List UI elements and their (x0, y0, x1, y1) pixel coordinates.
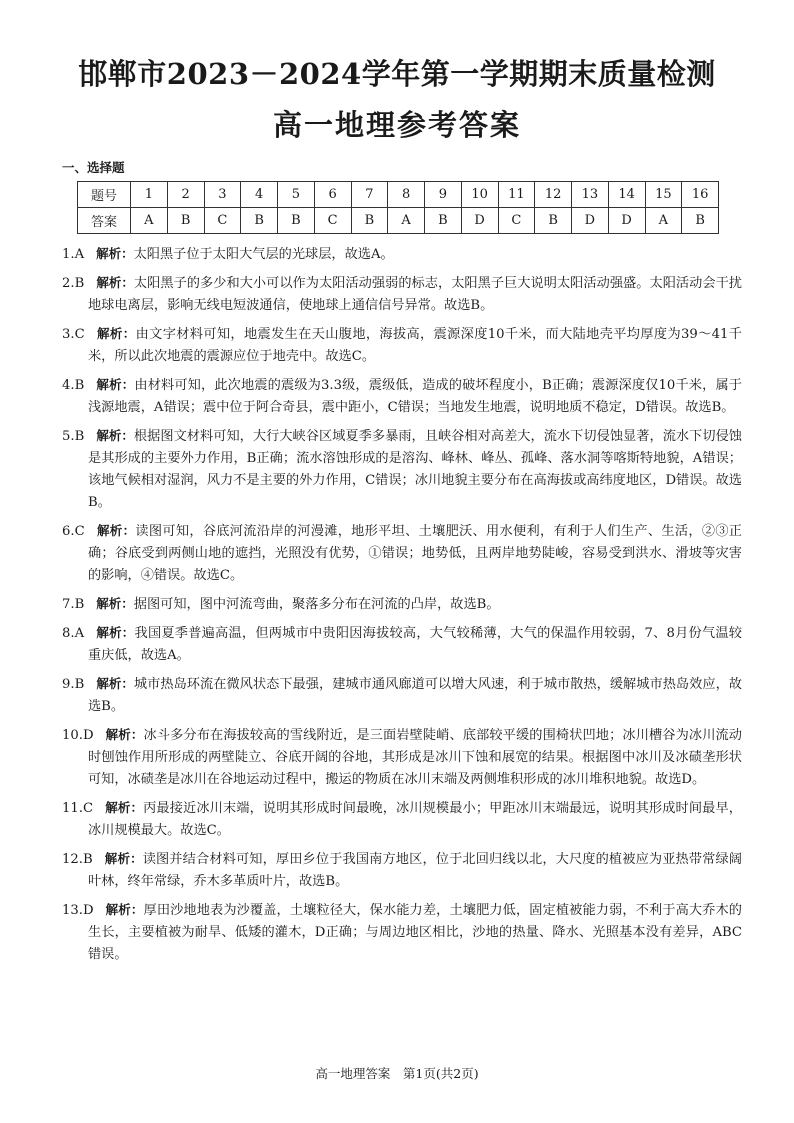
analysis-label: 解析： (96, 596, 134, 611)
answer-cell: A (645, 208, 682, 234)
analysis-label: 解析： (104, 851, 143, 866)
analysis-item (62, 374, 742, 419)
page-title: 邯郸市2023－2024学年第一学期期末质量检测 (78, 57, 716, 91)
analysis-list (62, 243, 742, 972)
answer-cell: D (572, 208, 609, 234)
answer-cell: B (682, 208, 719, 234)
item-number: 2.B (62, 276, 85, 291)
analysis-item (62, 425, 742, 514)
question-number-cell: 14 (608, 182, 645, 208)
question-number-cell: 16 (682, 182, 719, 208)
analysis-label: 解析： (96, 676, 134, 691)
question-number-cell: 12 (535, 182, 572, 208)
analysis-label: 解析： (105, 902, 144, 917)
item-number: 1.A (62, 247, 85, 262)
page-footer: 高一地理答案 第1页(共2页) (315, 1066, 479, 1081)
analysis-label: 解析： (96, 523, 136, 538)
item-number: 11.C (62, 801, 94, 816)
analysis-text: 据图可知，图中河流弯曲，聚落多分布在河流的凸岸，故选B。 (133, 597, 500, 612)
answer-cell: D (608, 208, 645, 234)
analysis-item (62, 622, 742, 667)
analysis-label: 解析： (96, 428, 134, 443)
analysis-label: 解析： (105, 727, 144, 742)
item-number: 3.C (62, 327, 85, 342)
answer-cell: D (461, 208, 498, 234)
table-row-numbers (78, 182, 719, 208)
answer-cell: B (351, 208, 388, 234)
question-number-cell: 11 (498, 182, 535, 208)
analysis-label: 解析： (96, 275, 134, 290)
analysis-label: 解析： (96, 377, 135, 392)
analysis-item (62, 593, 742, 616)
item-number: 4.B (62, 378, 85, 393)
question-number-cell: 2 (167, 182, 204, 208)
analysis-item (62, 673, 742, 718)
table-row-answers (78, 208, 719, 234)
question-number-cell: 5 (278, 182, 315, 208)
analysis-text: 太阳黑子位于太阳大气层的光球层，故选A。 (133, 247, 394, 262)
question-number-cell: 1 (131, 182, 168, 208)
analysis-text: 厚田沙地地表为沙覆盖，土壤粒径大，保水能力差，土壤肥力低，固定植被能力弱，不利于高大乔木的生长，主要植被为耐旱、低矮的灌木，D正确；与周边地区相比，沙地的热量、降水、光照基本没有差异，ABC错误。 (88, 903, 742, 962)
analysis-text: 丙最接近冰川末端，说明其形成时间最晚，冰川规模最小；甲距冰川末端最远，说明其形成时间最早，冰川规模最大。故选C。 (88, 801, 742, 838)
analysis-text: 城市热岛环流在微风状态下最强，建城市通风廊道可以增大风速，利于城市散热，缓解城市热岛效应，故选B。 (88, 677, 742, 714)
answer-cell: C (498, 208, 535, 234)
analysis-text: 冰斗多分布在海拔较高的雪线附近，是三面岩壁陡峭、底部较平缓的围椅状凹地；冰川槽谷为冰川流动时刨蚀作用所形成的两壁陡立、谷底开阔的谷地，其形成是冰川下蚀和展宽的结果。根据图中冰川及冰碛垄形状可知，冰碛垄是冰川在谷地运动过程中，搬运的物质在冰川末端及两侧堆积形成的冰川堆积地貌。故选D。 (88, 728, 742, 787)
analysis-label: 解析： (96, 246, 134, 261)
item-number: 8.A (62, 626, 85, 641)
analysis-text: 我国夏季普遍高温，但两城市中贵阳因海拔较高，大气较稀薄，大气的保温作用较弱，7、8月份气温较重庆低，故选A。 (88, 626, 742, 663)
answer-cell: B (167, 208, 204, 234)
section-heading: 一、选择题 (62, 160, 125, 175)
analysis-label: 解析： (105, 800, 144, 815)
analysis-item (62, 848, 742, 893)
analysis-item (62, 797, 742, 842)
question-number-cell: 3 (204, 182, 241, 208)
answer-cell: A (388, 208, 425, 234)
analysis-item (62, 243, 742, 266)
analysis-item (62, 724, 742, 791)
analysis-label: 解析： (96, 625, 135, 640)
question-number-cell: 15 (645, 182, 682, 208)
answer-cell: B (241, 208, 278, 234)
table-header-cell: 答案 (78, 208, 131, 234)
analysis-text: 由文字材料可知，地震发生在天山腹地，海拔高，震源深度10千米，而大陆地壳平均厚度为39～41千米，所以此次地震的震源应位于地壳中。故选C。 (88, 327, 742, 364)
item-number: 7.B (62, 597, 85, 612)
question-number-cell: 9 (425, 182, 462, 208)
answer-cell: C (314, 208, 351, 234)
question-number-cell: 6 (314, 182, 351, 208)
analysis-text: 读图可知，谷底河流沿岸的河漫滩，地形平坦、土壤肥沃、用水便利，有利于人们生产、生活，②③正确；谷底受到两侧山地的遮挡，光照没有优势，①错误；地势低，且两岸地势陡峻，容易受到洪水、滑坡等灾害的影响，④错误。故选C。 (88, 524, 742, 583)
analysis-item (62, 272, 742, 317)
question-number-cell: 8 (388, 182, 425, 208)
item-number: 12.B (62, 852, 93, 867)
item-number: 9.B (62, 677, 85, 692)
analysis-text: 由材料可知，此次地震的震级为3.3级，震级低，造成的破坏程度小，B正确；震源深度仅10千米，属于浅源地震，A错误；震中位于阿合奇县，震中距小，C错误；当地发生地震，说明地质不稳定，D错误。故选B。 (88, 378, 742, 415)
answer-cell: B (425, 208, 462, 234)
answer-cell: A (131, 208, 168, 234)
analysis-item (62, 323, 742, 368)
page-subtitle: 高一地理参考答案 (272, 108, 521, 142)
question-number-cell: 4 (241, 182, 278, 208)
item-number: 13.D (62, 903, 94, 918)
item-number: 5.B (62, 429, 85, 444)
analysis-text: 太阳黑子的多少和大小可以作为太阳活动强弱的标志，太阳黑子巨大说明太阳活动强盛。太阳活动会干扰地球电离层，影响无线电短波通信，使地球上通信信号异常。故选B。 (88, 276, 742, 313)
analysis-text: 读图并结合材料可知，厚田乡位于我国南方地区，位于北回归线以北，大尺度的植被应为亚热带常绿阔叶林，终年常绿，乔木多革质叶片，故选B。 (88, 852, 742, 889)
analysis-item (62, 899, 742, 966)
answer-cell: B (535, 208, 572, 234)
analysis-text: 根据图文材料可知，大行大峡谷区域夏季多暴雨，且峡谷相对高差大，流水下切侵蚀显著，流水下切侵蚀是其形成的主要外力作用，B正确；流水溶蚀形成的是溶沟、峰林、峰丛、孤峰、落水洞等喀斯特地貌，A错误；该地气候相对湿润，风力不是主要的外力作用，C错误；冰川地貌主要分布在高海拔或高纬度地区，D错误。故选B。 (88, 429, 742, 510)
analysis-item (62, 520, 742, 587)
item-number: 10.D (62, 728, 94, 743)
item-number: 6.C (62, 524, 85, 539)
question-number-cell: 7 (351, 182, 388, 208)
answer-table (77, 181, 719, 234)
answer-cell: B (278, 208, 315, 234)
question-number-cell: 13 (572, 182, 609, 208)
question-number-cell: 10 (461, 182, 498, 208)
analysis-label: 解析： (96, 326, 136, 341)
table-header-cell: 题号 (78, 182, 131, 208)
answer-cell: C (204, 208, 241, 234)
